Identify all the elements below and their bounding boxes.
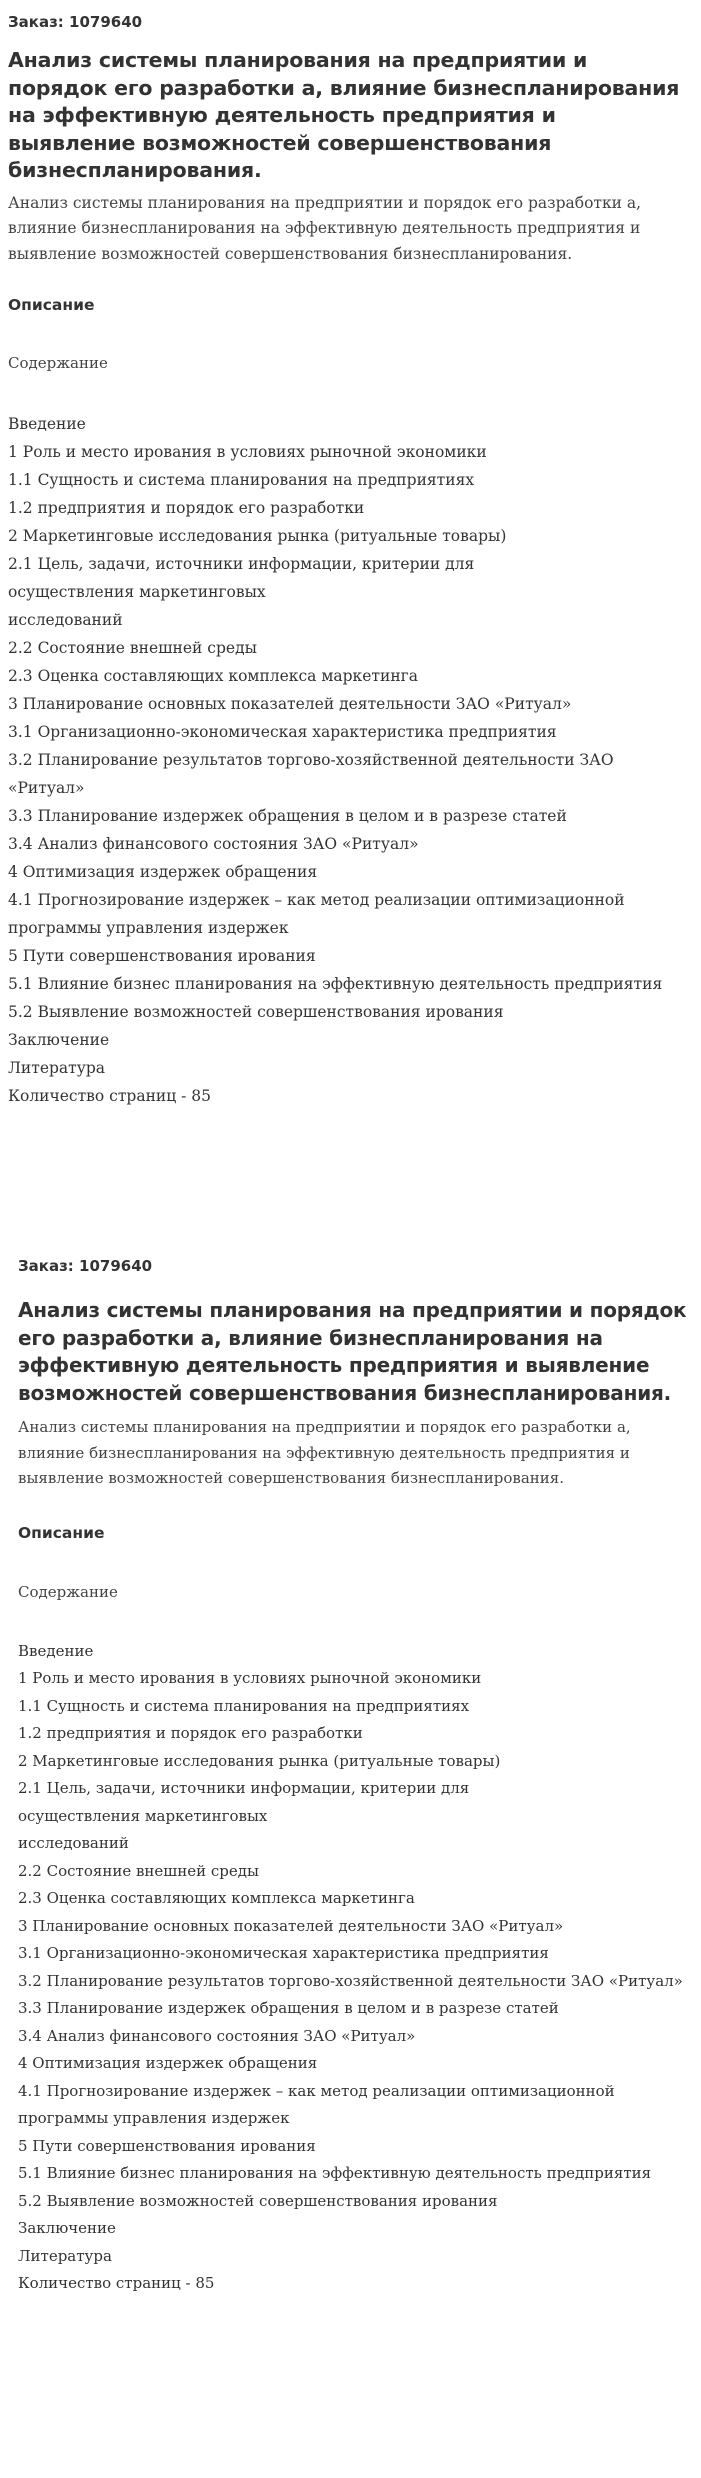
toc-item: 3 Планирование основных показателей деятельности ЗАО «Ритуал» (8, 695, 572, 713)
toc-item: 5.2 Выявление возможностей совершенствования ирования (18, 2191, 498, 2210)
toc-item: исследований (8, 611, 123, 629)
toc-item: Заключение (8, 1031, 110, 1049)
toc-item: 1.2 предприятия и порядок его разработки (8, 499, 365, 517)
toc-item: 2.3 Оценка составляющих комплекса маркетинга (18, 1889, 415, 1907)
toc-item: 5.1 Влияние бизнес планирования на эффективную деятельность предприятия (18, 2164, 652, 2182)
order-card-2 (10, 1246, 701, 2298)
toc-item: 4.1 Прогнозирование издержек – как метод реализации оптимизационной программы управления издержек (18, 2081, 615, 2127)
toc-item: 1 Роль и место ирования в условиях рыночной экономики (8, 443, 487, 461)
toc-item: 3 Планирование основных показателей деятельности ЗАО «Ритуал» (18, 1916, 564, 1935)
toc-item: Заключение (18, 2219, 116, 2237)
toc-item: 3.1 Организационно-экономическая характеристика предприятия (18, 1944, 549, 1962)
toc-item: 2.2 Состояние внешней среды (8, 639, 257, 657)
toc-item: Введение (8, 415, 86, 433)
toc-item: 3.4 Анализ финансового состояния ЗАО «Ритуал» (18, 2026, 416, 2045)
toc-item: 2 Маркетинговые исследования рынка (ритуальные товары) (18, 1751, 501, 1770)
toc-item: 4 Оптимизация издержек обращения (18, 2054, 318, 2072)
toc-item: 2.1 Цель, задачи, источники информации, критерии для (18, 1779, 470, 1797)
toc-item: 3.1 Организационно-экономическая характеристика предприятия (8, 723, 557, 741)
page-title: Анализ системы планирования на предприятии и порядок его разработки а, влияние бизнеспланирования на эффективную деятельность предприятия и выявление возможностей совершенствования бизнеспланирования. (8, 48, 680, 182)
contents-title: Содержание (18, 1582, 118, 1601)
toc-item: Количество страниц - 85 (18, 2274, 215, 2292)
toc-item: Количество страниц - 85 (8, 1087, 212, 1105)
toc-item: 5.2 Выявление возможностей совершенствования ирования (8, 1003, 504, 1021)
toc-item: Введение (18, 1641, 94, 1660)
toc-item: 4 Оптимизация издержек обращения (8, 863, 318, 881)
toc-item: Литература (8, 1059, 106, 1077)
toc-item: осуществления маркетинговых (18, 1806, 268, 1825)
order-number: Заказ: 1079640 (8, 13, 143, 31)
toc-item: осуществления маркетинговых (8, 583, 266, 601)
toc-item: 5 Пути совершенствования ирования (8, 947, 316, 965)
toc-item: 2.1 Цель, задачи, источники информации, критерии для (8, 555, 475, 573)
toc-item: 2.2 Состояние внешней среды (18, 1861, 259, 1880)
description-label: Описание (8, 296, 95, 314)
toc-item: 3.2 Планирование результатов торгово-хозяйственной деятельности ЗАО «Ритуал» (18, 1971, 683, 1990)
toc-item: 4.1 Прогнозирование издержек – как метод реализации оптимизационной программы управления издержек (8, 891, 625, 937)
toc-item: 5 Пути совершенствования ирования (18, 2136, 316, 2155)
toc-item: 5.1 Влияние бизнес планирования на эффективную деятельность предприятия (8, 975, 663, 993)
toc-item: 3.3 Планирование издержек обращения в целом и в разрезе статей (8, 807, 567, 825)
toc-item: 2.3 Оценка составляющих комплекса маркетинга (8, 667, 419, 685)
toc-item: 3.4 Анализ финансового состояния ЗАО «Ритуал» (8, 835, 419, 853)
intro-text: Анализ системы планирования на предприятии и порядок его разработки а, влияние бизнеспланирования на эффективную деятельность предприятия и выявление возможностей совершенствования бизнеспланирования. (18, 1418, 631, 1487)
description-label: Описание (18, 1523, 105, 1542)
contents-title: Содержание (8, 354, 108, 372)
toc-item: 1.1 Сущность и система планирования на предприятиях (8, 471, 475, 489)
intro-text: Анализ системы планирования на предприятии и порядок его разработки а, влияние бизнеспланирования на эффективную деятельность предприятия и выявление возможностей совершенствования бизнеспланирования. (8, 193, 642, 263)
toc-item: Литература (18, 2246, 112, 2265)
toc-item: 1.2 предприятия и порядок его разработки (18, 1724, 363, 1742)
toc-item: 3.2 Планирование результатов торгово-хозяйственной деятельности ЗАО «Ритуал» (8, 751, 614, 797)
toc-item: исследований (18, 1834, 129, 1852)
page-title: Анализ системы планирования на предприятии и порядок его разработки а, влияние бизнеспланирования на эффективную деятельность предприятия и выявление возможностей совершенствования бизнеспланирования. (18, 1298, 687, 1405)
toc-item: 1 Роль и место ирования в условиях рыночной экономики (18, 1669, 482, 1687)
order-number: Заказ: 1079640 (18, 1257, 153, 1275)
table-of-contents (18, 1638, 691, 2298)
table-of-contents (8, 410, 691, 1110)
toc-item: 3.3 Планирование издержек обращения в целом и в разрезе статей (18, 1999, 559, 2017)
toc-item: 1.1 Сущность и система планирования на предприятиях (18, 1696, 470, 1715)
order-card-1 (0, 0, 701, 1110)
toc-item: 2 Маркетинговые исследования рынка (ритуальные товары) (8, 527, 507, 545)
